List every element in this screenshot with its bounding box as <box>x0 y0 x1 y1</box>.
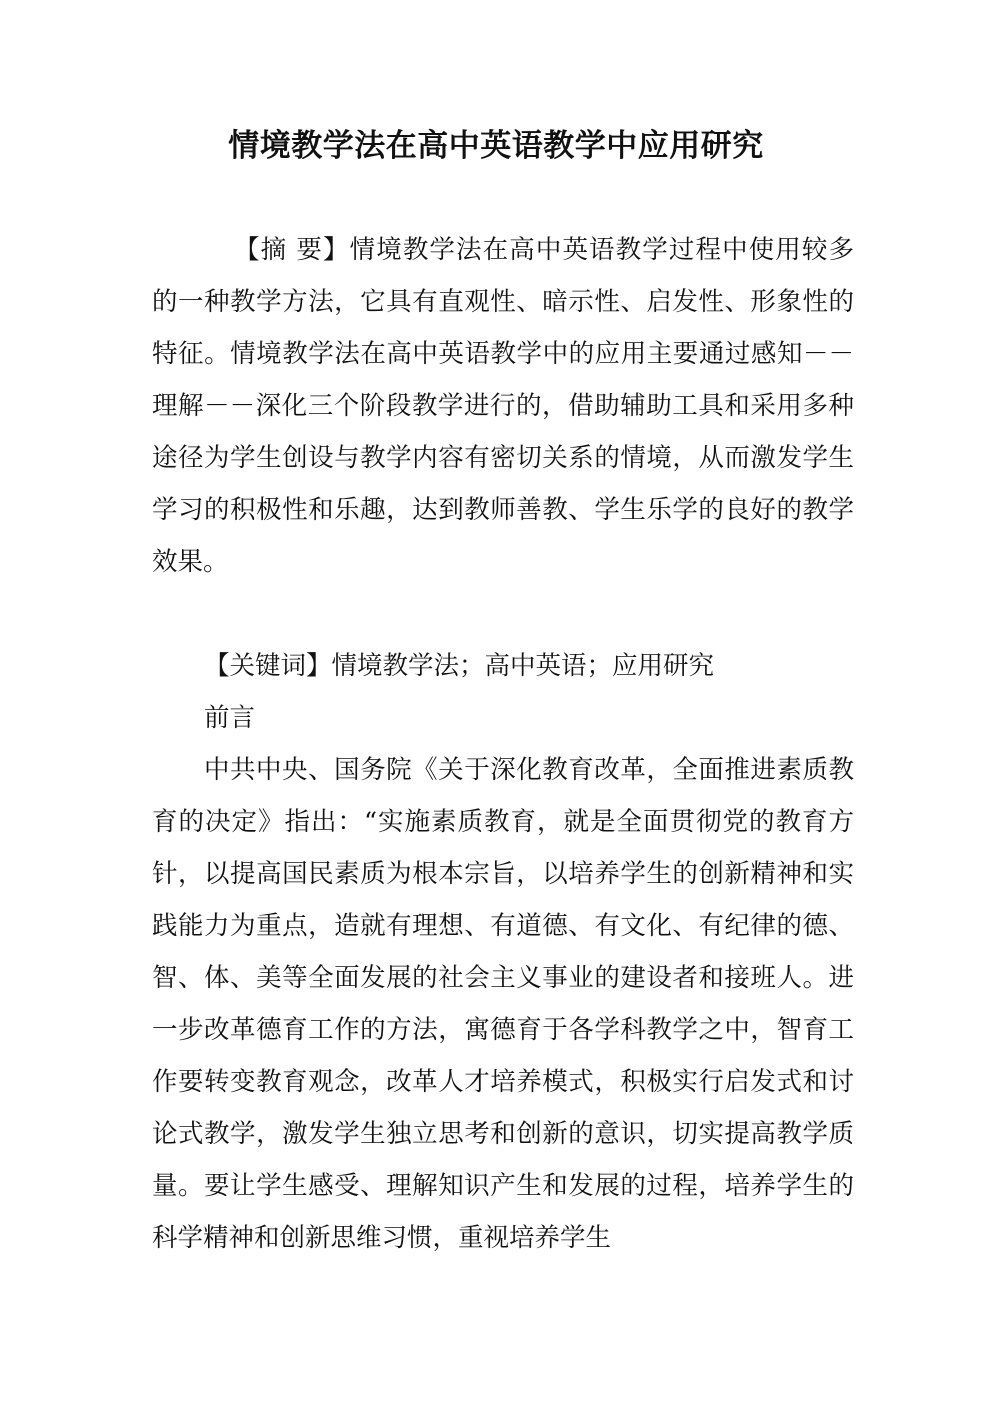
keywords-paragraph <box>152 640 854 692</box>
keywords-text: 情境教学法；高中英语；应用研究 <box>331 651 715 681</box>
abstract-label: 【摘 要】 <box>234 235 350 265</box>
preface-paragraph: 中共中央、国务院《关于深化教育改革，全面推进素质教育的决定》指出：“实施素质教育，就是全面贯彻党的教育方针，以提高国民素质为根本宗旨，以培养学生的创新精神和实践能力为重点，造就有理想、有道德、有文化、有纪律的德、智、体、美等全面发展的社会主义事业的建设者和接班人。进一步改革德育工作的方法，寓德育于各学科教学之中，智育工作要转变教育观念，改革人才培养模式，积极实行启发式和讨论式教学，激发学生独立思考和创新的意识，切实提高教学质量。要让学生感受、理解知识产生和发展的过程，培养学生的科学精神和创新思维习惯，重视培养学生 <box>152 755 854 1253</box>
preface-heading: 前言 <box>204 703 256 733</box>
abstract-paragraph <box>152 224 854 588</box>
abstract-text: 情境教学法在高中英语教学过程中使用较多的一种教学方法，它具有直观性、暗示性、启发性、形象性的特征。情境教学法在高中英语教学中的应用主要通过感知－－理解－－深化三个阶段教学进行的，借助辅助工具和采用多种途径为学生创设与教学内容有密切关系的情境，从而激发学生学习的积极性和乐趣，达到教师善教、学生乐学的良好的教学效果。 <box>152 235 854 577</box>
keywords-label: 【关键词】 <box>204 651 332 681</box>
document-title: 情境教学法在高中英语教学中应用研究 <box>228 128 764 164</box>
